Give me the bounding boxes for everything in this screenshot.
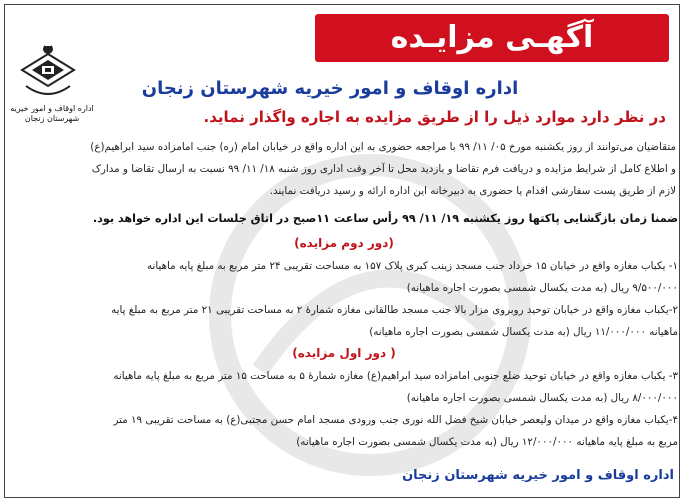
item-line: ۳- یکباب مغازه واقع در خیابان توحید ضلع جنوبی امامزاده سید ابراهیم(ع) مغازه شمارهٔ ۵ به مساحت ۱۵ متر مربع به مبلغ پایه ماهیانه (113, 370, 678, 382)
ad-title: آگهـی مزایـده (390, 20, 594, 55)
logo-caption: اداره اوقاف و امور خیریه شهرستان زنجان (10, 104, 94, 123)
item-line: ۱- یکباب مغازه واقع در خیابان ۱۵ خرداد جنب مسجد زینب کبری پلاک ۱۵۷ به مساحت تقریبی ۲۴ متر مربع به مبلغ پایه ماهیانه (146, 260, 678, 272)
round-two-heading: (دور دوم مزایده) (294, 236, 394, 250)
ad-intent: در نظر دارد موارد ذیل را از طریق مزایده به اجاره واگذار نماید. (203, 108, 666, 126)
item-line: ۸/۰۰۰/۰۰۰ ریال (به مدت یکسال شمسی بصورت اجاره ماهیانه) (406, 391, 678, 404)
item-1 (8, 256, 678, 299)
item-line: ۴-یکباب مغازه واقع در میدان ولیعصر خیابان شیخ فضل الله نوری جنب ورودی مسجد امام حسن مجتبی(ع) به مساحت تقریبی ۱۹ متر (113, 414, 678, 426)
item-line: مربع به مبلغ پایه ماهیانه ۱۲/۰۰۰/۰۰۰ ریال (به مدت یکسال شمسی بصورت اجاره ماهیانه) (296, 435, 678, 448)
opening-notice: ضمنا زمان بازگشایی پاکتها روز یکشنبه ۱۹/ ۱۱/ ۹۹ رأس ساعت ۱۱صبح در اتاق جلسات این اداره خواهد بود. (92, 212, 678, 225)
intro-line: لازم از طریق پست سفارشی اقدام یا حضوری به دبیرخانه این اداره ارائه و رسید دریافت نمایند. (269, 185, 676, 197)
intro-paragraph (10, 136, 676, 202)
awqaf-logo-icon (18, 40, 78, 102)
intro-line: و اطلاع کامل از شرایط مزایده و دریافت فرم تقاضا و بازدید محل تا آخر وقت اداری روز شنبه ۱۸/ ۱۱/ ۹۹ نسبت به ارسال تقاضا و مدارک (91, 163, 676, 175)
intro-line: متقاضیان می‌توانند از روز یکشنبه مورخ ۰۵/ ۱۱/ ۹۹ با مراجعه حضوری به این اداره واقع در خیابان امام (ره) جنب امامزاده سید ابراهیم(ع) (90, 141, 676, 153)
footer-organization: اداره اوقاف و امور خیریه شهرستان زنجان (402, 468, 674, 483)
round-one-heading: ( دور اول مزایده) (292, 346, 396, 360)
item-2 (8, 300, 678, 343)
item-line: ماهیانه ۱۱/۰۰۰/۰۰۰ ریال (به مدت یکسال شمسی بصورت اجاره ماهیانه) (369, 325, 678, 338)
item-line: ۹/۵۰۰/۰۰۰ ریال (به مدت یکسال شمسی بصورت اجاره ماهیانه) (406, 281, 678, 294)
item-4 (8, 410, 678, 453)
ad-banner (315, 14, 669, 62)
organization-title: اداره اوقاف و امور خیریه شهرستان زنجان (141, 78, 519, 99)
item-3 (8, 366, 678, 409)
item-line: ۲-یکباب مغازه واقع در خیابان توحید روبروی مزار بالا جنب مسجد طالقانی مغازه شمارهٔ ۲ به مساحت تقریبی ۲۱ متر مربع به مبلغ پایه (111, 304, 678, 316)
